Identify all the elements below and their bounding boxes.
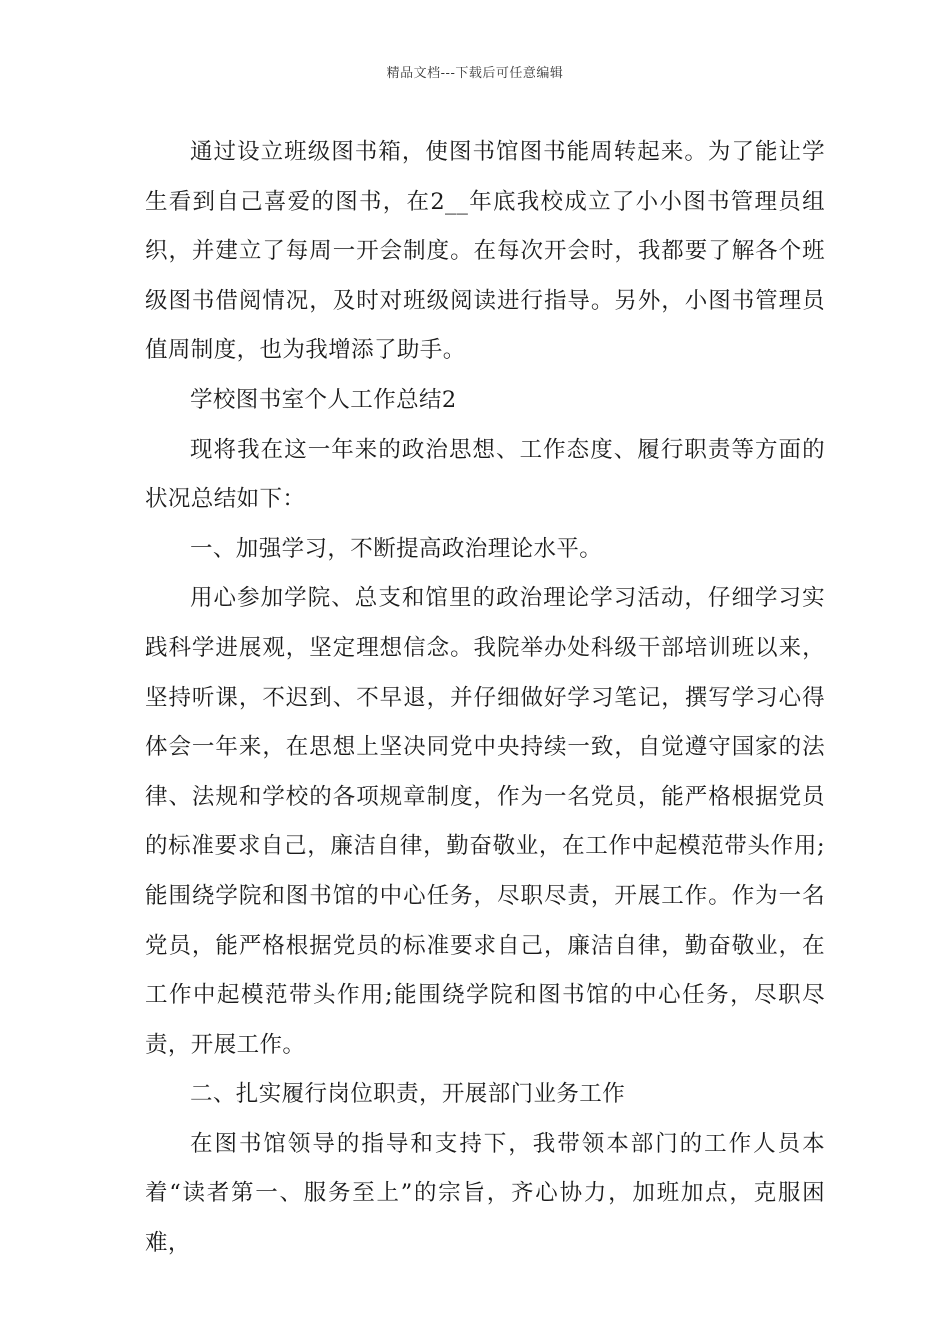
heading-fulfill-duties: 二、扎实履行岗位职责，开展部门业务工作 — [190, 1081, 626, 1108]
section-title-summary-2: 学校图书室个人工作总结2 — [190, 386, 457, 413]
document-body — [145, 128, 825, 1269]
paragraph-book-circulation: 通过设立班级图书箱，使图书馆图书能周转起来。为了能让学生看到自己喜爱的图书，在2__年底我校成立了小小图书管理员组织，并建立了每周一开会制度。在每次开会时，我都要了解各个班级图书借阅情况，及时对班级阅读进行指导。另外，小图书管理员值周制度，也为我增添了助手。 — [145, 139, 825, 364]
paragraph-department-work: 在图书馆领导的指导和支持下，我带领本部门的工作人员本着“读者第一、服务至上”的宗旨，齐心协力，加班加点，克服困难， — [145, 1130, 825, 1257]
page-header: 精品文档---下载后可任意编辑 — [386, 66, 564, 81]
heading-strengthen-study: 一、加强学习，不断提高政治理论水平。 — [190, 535, 603, 562]
paragraph-political-study: 用心参加学院、总支和馆里的政治理论学习活动，仔细学习实践科学进展观，坚定理想信念。我院举办处科级干部培训班以来，坚持听课，不迟到、不早退，并仔细做好学习笔记，撰写学习心得体会一年来，在思想上坚决同党中央持续一致，自觉遵守国家的法律、法规和学校的各项规章制度，作为一名党员，能严格根据党员的标准要求自己，廉洁自律，勤奋敬业，在工作中起模范带头作用;能围绕学院和图书馆的中心任务，尽职尽责，开展工作。作为一名党员，能严格根据党员的标准要求自己，廉洁自律，勤奋敬业，在工作中起模范带头作用;能围绕学院和图书馆的中心任务，尽职尽责，开展工作。 — [145, 585, 825, 1058]
paragraph-intro: 现将我在这一年来的政治思想、工作态度、履行职责等方面的状况总结如下： — [145, 436, 825, 513]
